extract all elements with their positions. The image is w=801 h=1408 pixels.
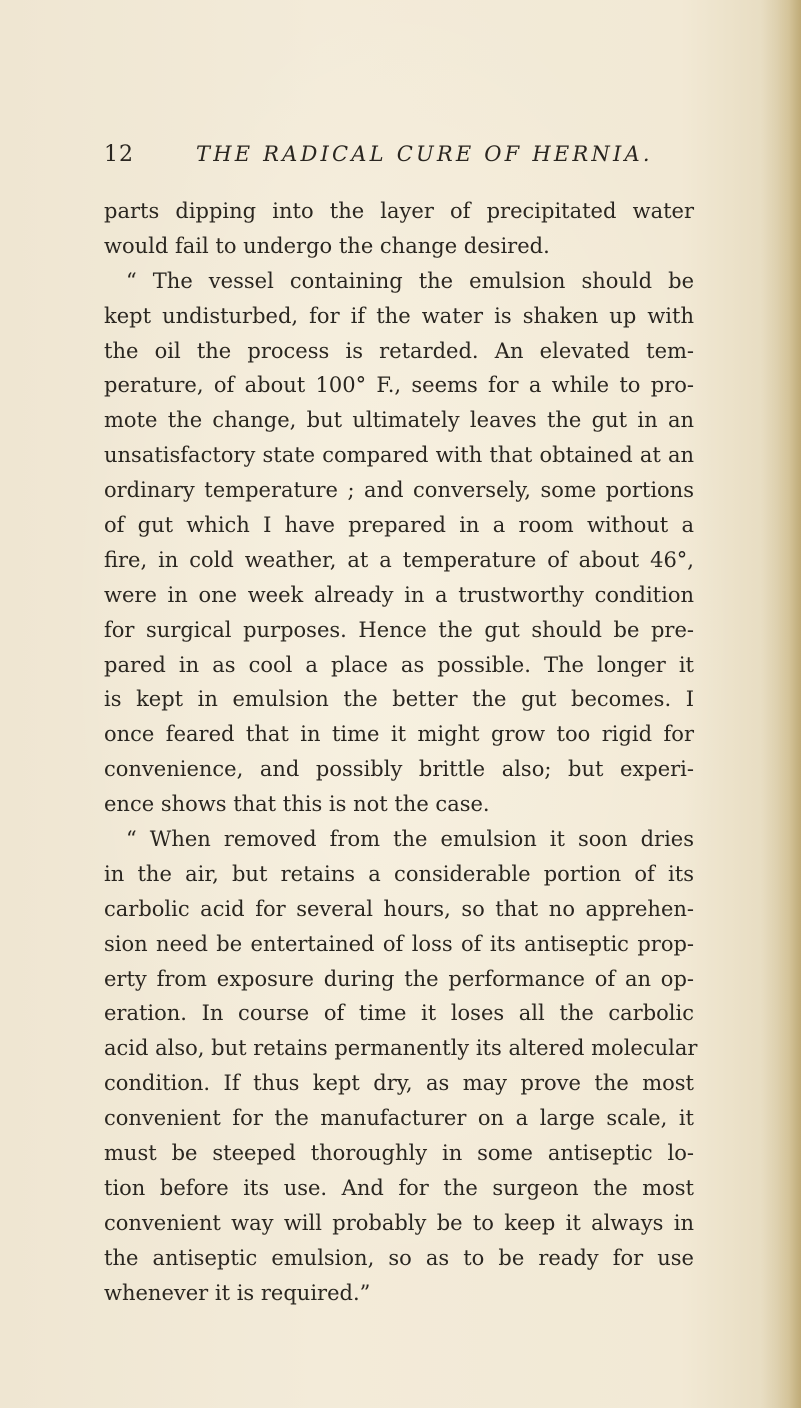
text-line: whenever it is required.” (104, 1280, 371, 1305)
text-line: would fail to undergo the change desired. (104, 233, 550, 258)
body-text (104, 194, 698, 1311)
text-line: once feared that in time it might grow too rigid for (104, 722, 694, 747)
text-line: unsatisfactory state compared with that obtained at an (104, 443, 694, 468)
text-line: eration. In course of time it loses all the carbolic (104, 1001, 694, 1026)
text-line: kept undisturbed, for if the water is shaken up with (104, 303, 694, 328)
text-line: ordinary temperature ; and conversely, some portions (104, 478, 694, 503)
text-line: fire, in cold weather, at a temperature of about 46°, (104, 547, 694, 572)
text-line: parts dipping into the layer of precipitated water (104, 199, 694, 223)
text-line: acid also, but retains permanently its altered molecular (104, 1036, 698, 1061)
text-line: perature, of about 100° F., seems for a while to pro- (104, 373, 694, 398)
text-line: convenient way will probably be to keep it always in (104, 1210, 694, 1235)
text-line: mote the change, but ultimately leaves the gut in an (104, 408, 694, 433)
text-line: erty from exposure during the performance of an op- (104, 966, 694, 991)
text-line: ence shows that this is not the case. (104, 792, 490, 817)
text-line: is kept in emulsion the better the gut becomes. I (104, 687, 694, 712)
text-line: convenient for the manufacturer on a large scale, it (104, 1106, 694, 1131)
text-line: carbolic acid for several hours, so that no apprehen- (104, 896, 694, 921)
text-line: “ The vessel containing the emulsion should be (126, 268, 694, 293)
text-line: the oil the process is retarded. An elevated tem- (104, 338, 694, 363)
page-edge-shadow (761, 0, 801, 1408)
text-line: in the air, but retains a considerable portion of its (104, 861, 694, 886)
text-line: for surgical purposes. Hence the gut should be pre- (104, 617, 694, 642)
text-line: condition. If thus kept dry, as may prove the most (104, 1071, 694, 1096)
text-line: sion need be entertained of loss of its antiseptic prop- (104, 931, 694, 956)
text-line: convenience, and possibly brittle also; but experi- (104, 757, 694, 782)
text-line: were in one week already in a trustworthy condition (104, 582, 694, 607)
text-line: tion before its use. And for the surgeon the most (104, 1175, 694, 1200)
running-title: THE RADICAL CURE OF HERNIA. (196, 142, 653, 166)
text-line: “ When removed from the emulsion it soon dries (126, 827, 694, 852)
text-line: pared in as cool a place as possible. The longer it (104, 652, 694, 677)
text-line: must be steeped thoroughly in some antiseptic lo- (104, 1141, 694, 1166)
page-number: 12 (104, 142, 134, 167)
text-line: the antiseptic emulsion, so as to be ready for use (104, 1245, 694, 1270)
text-line: of gut which I have prepared in a room without a (104, 513, 694, 538)
running-head (104, 142, 724, 174)
